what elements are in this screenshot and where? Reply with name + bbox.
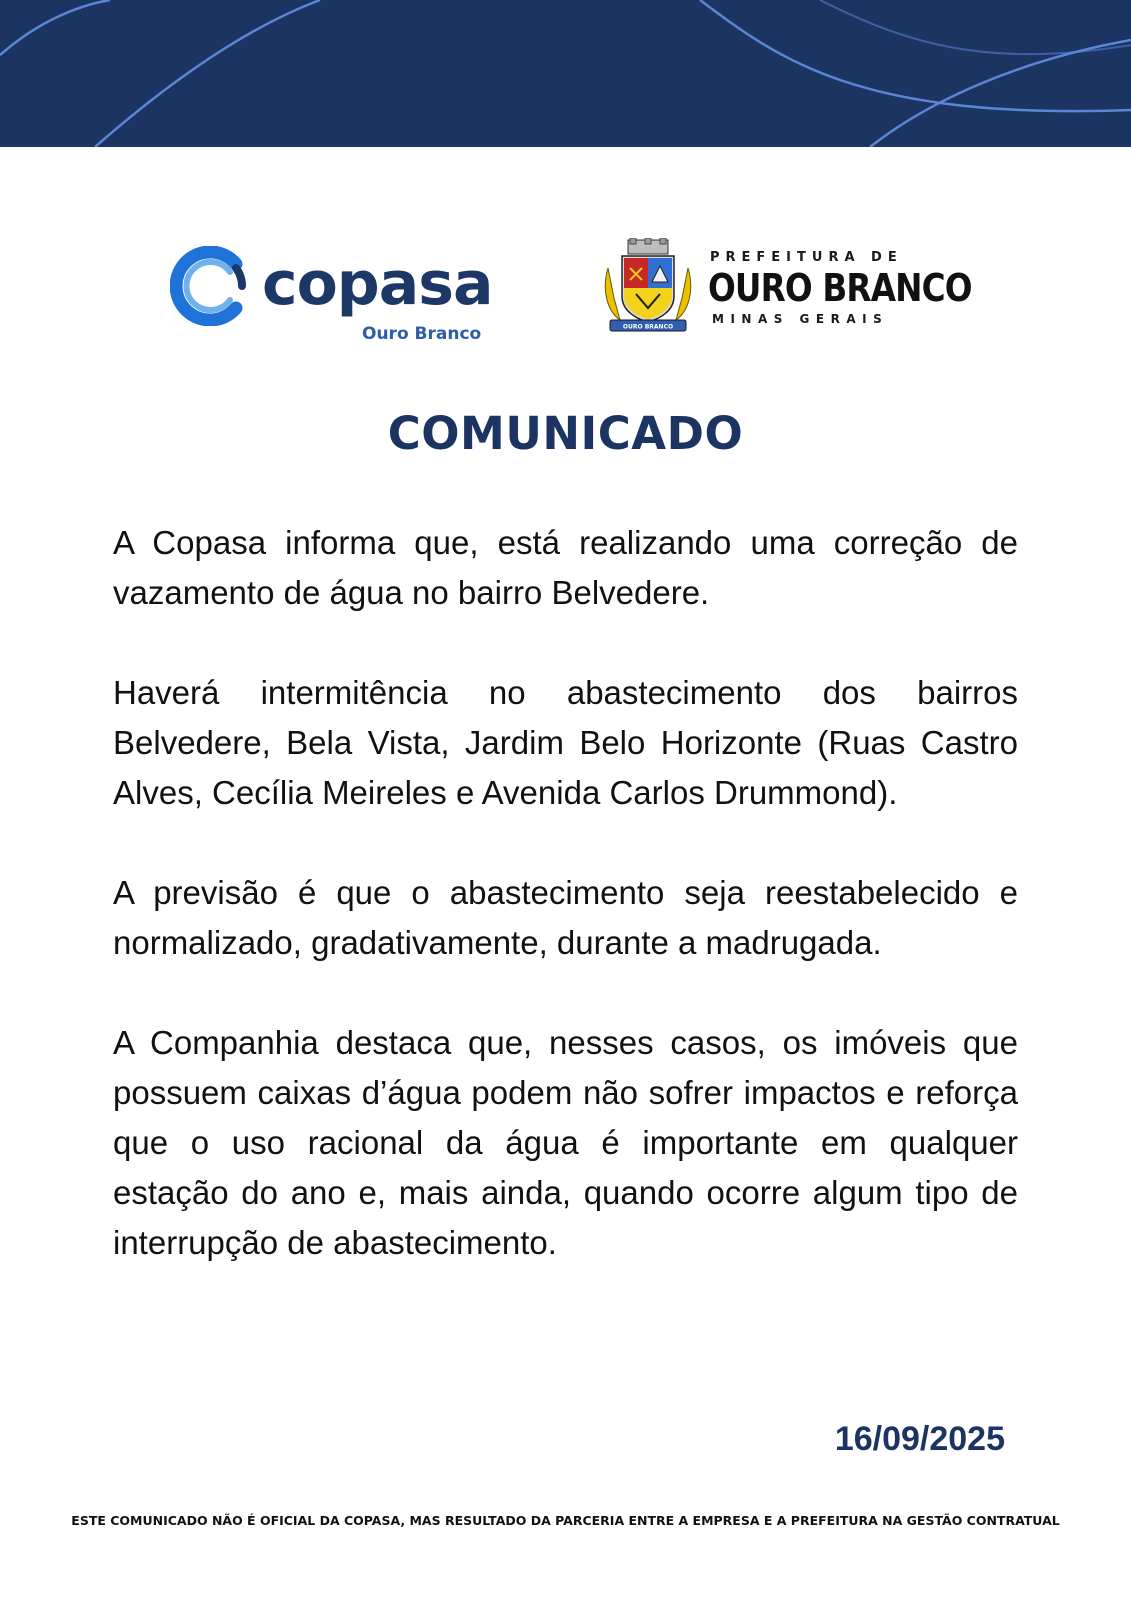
prefeitura-top-line: PREFEITURA DE bbox=[710, 250, 903, 265]
paragraph-1: A Copasa informa que, está realizando uma correção de vazamento de água no bairro Belvedere. bbox=[113, 524, 1018, 611]
paragraph-2: Haverá intermitência no abastecimento dos bairros Belvedere, Bela Vista, Jardim Belo Horizonte (Ruas Castro Alves, Cecília Meireles e Avenida Carlos Drummond). bbox=[113, 674, 1018, 811]
copasa-logo bbox=[170, 246, 493, 344]
header-curves bbox=[0, 0, 1131, 147]
document-date: 16/09/2025 bbox=[834, 1420, 1005, 1458]
coat-of-arms-icon bbox=[600, 238, 696, 334]
document-title: COMUNICADO bbox=[387, 407, 744, 460]
header-banner bbox=[0, 0, 1131, 147]
coat-ribbon-text: OURO BRANCO bbox=[622, 323, 674, 331]
footer-disclaimer: ESTE COMUNICADO NÃO É OFICIAL DA COPASA, MAS RESULTADO DA PARCERIA ENTRE A EMPRESA E A PREFEITURA NA GESTÃO CONTRATUAL bbox=[71, 1513, 1060, 1528]
prefeitura-bottom-line: MINAS GERAIS bbox=[712, 312, 889, 326]
prefeitura-logo bbox=[600, 238, 980, 338]
paragraph-3: A previsão é que o abastecimento seja reestabelecido e normalizado, gradativamente, durante a madrugada. bbox=[113, 874, 1018, 961]
copasa-subtitle: Ouro Branco bbox=[362, 324, 482, 344]
copasa-drop-icon bbox=[170, 246, 250, 326]
document-body bbox=[113, 518, 1018, 1318]
prefeitura-main-line: OURO BRANCO bbox=[708, 266, 972, 310]
copasa-wordmark: copasa bbox=[262, 249, 493, 319]
paragraph-4: A Companhia destaca que, nesses casos, os imóveis que possuem caixas d’água podem não sofrer impactos e reforça que o uso racional da água é importante em qualquer estação do ano e, mais ainda, quando ocorre algum tipo de interrupção de abastecimento. bbox=[113, 1024, 1018, 1261]
logos-row bbox=[0, 238, 1131, 348]
